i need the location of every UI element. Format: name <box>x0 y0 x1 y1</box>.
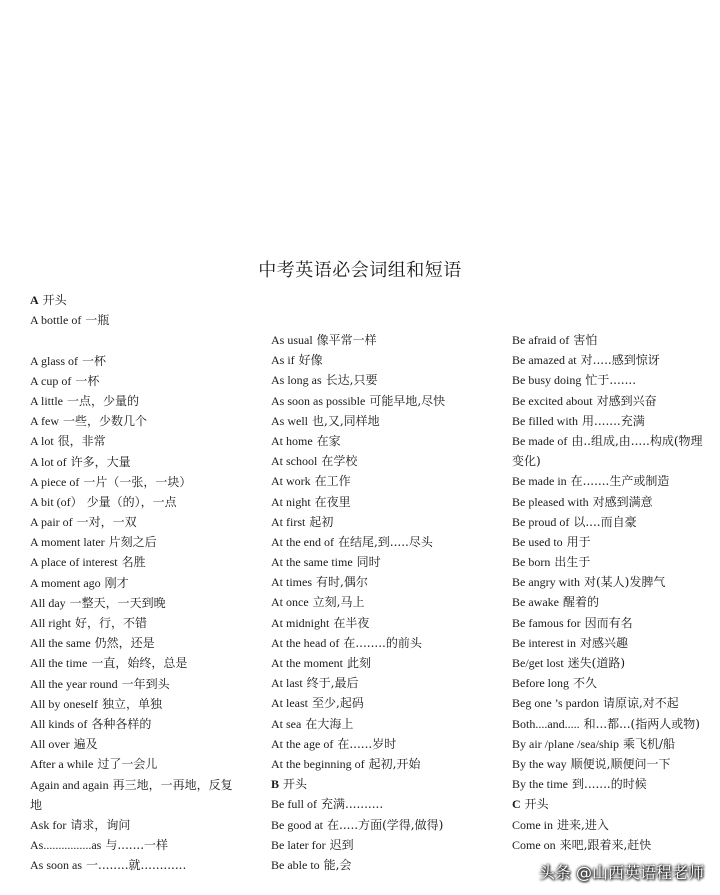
phrase-row <box>271 754 486 774</box>
phrase-chinese: 在.......生产或制造 <box>570 474 670 489</box>
phrase-english: Be amazed at <box>512 353 577 368</box>
phrase-row <box>271 471 486 491</box>
phrase-english: All day <box>30 595 66 610</box>
phrase-chinese: 用.......充满 <box>582 413 645 428</box>
phrase-chinese: 害怕 <box>573 333 598 347</box>
phrase-chinese: 再三地，一再地，反复地 <box>30 777 233 812</box>
phrase-row <box>512 693 712 713</box>
phrase-chinese: 一直，始终，总是 <box>91 656 188 671</box>
phrase-chinese: 在结尾,到.....尽头 <box>337 534 433 549</box>
phrase-english: A lot of <box>30 454 67 469</box>
phrase-english: By air /plane /sea/ship <box>512 736 619 751</box>
watermark: 头条 @山西英语程老师 <box>538 863 704 882</box>
phrase-row <box>271 411 486 431</box>
phrase-row <box>30 674 235 694</box>
phrase-english: At the head of <box>271 635 340 650</box>
phrase-chinese: 请原谅,对不起 <box>602 696 679 711</box>
phrase-row <box>30 694 235 714</box>
phrase-chinese: 也,又,同样地 <box>312 413 380 428</box>
phrase-chinese: 独立，单独 <box>102 696 163 711</box>
phrase-chinese: 迷失(道路) <box>567 656 626 671</box>
phrase-row <box>512 734 712 754</box>
phrase-chinese: 醒着的 <box>562 595 599 610</box>
phrase-english: At sea <box>271 716 302 731</box>
phrase-english: As soon as <box>30 858 83 873</box>
phrase-english: Be pleased with <box>512 494 589 509</box>
phrase-row <box>271 330 486 350</box>
phrase-english: Be excited about <box>512 393 593 408</box>
phrase-english: As................as <box>30 838 102 853</box>
phrase-english: Be made in <box>512 474 567 489</box>
phrase-english: At times <box>271 575 312 590</box>
phrase-chinese: 刚才 <box>104 575 129 590</box>
phrase-chinese: 在夜里 <box>314 494 351 509</box>
phrase-row <box>271 693 486 713</box>
phrase-chinese: 对感到兴奋 <box>596 393 657 408</box>
phrase-row <box>30 330 235 350</box>
phrase-row <box>271 350 486 370</box>
phrase-row <box>512 411 712 431</box>
phrase-row <box>512 673 712 693</box>
phrase-chinese: 很，非常 <box>57 434 106 449</box>
phrase-english: Be made of <box>512 433 568 448</box>
phrase-chinese: 对感兴趣 <box>579 635 628 650</box>
phrase-english: Be full of <box>271 797 317 812</box>
phrase-english: At school <box>271 454 318 469</box>
phrase-english: By the way <box>512 756 567 771</box>
section-heading <box>271 774 486 794</box>
phrase-english: Both....and..... <box>512 716 580 731</box>
phrase-english: A place of interest <box>30 555 118 570</box>
phrase-chinese: 至少,起码 <box>312 696 364 711</box>
phrase-row <box>512 552 712 572</box>
phrase-row <box>30 310 235 330</box>
phrase-row <box>30 653 235 673</box>
phrase-english: A little <box>30 393 63 408</box>
phrase-chinese: 顺便说,顺便问一下 <box>570 756 671 771</box>
phrase-chinese: 到.......的时候 <box>572 777 647 792</box>
phrase-chinese: 一杯 <box>75 373 100 388</box>
phrase-chinese: 用于 <box>566 534 591 549</box>
phrase-chinese: 一些，少数几个 <box>63 414 148 429</box>
phrase-english: At midnight <box>271 615 330 630</box>
phrase-english: All kinds of <box>30 716 88 731</box>
phrase-english: Beg one ’s pardon <box>512 696 599 711</box>
phrase-english: Be able to <box>271 857 320 872</box>
phrase-row <box>512 330 712 350</box>
phrase-chinese: 出生于 <box>554 555 591 570</box>
phrase-chinese: 由..组成,由.....构成(物理变化) <box>512 433 703 469</box>
phrase-english: At the moment <box>271 656 343 670</box>
phrase-chinese: 一杯 <box>82 353 107 368</box>
phrase-english: At night <box>271 494 311 509</box>
phrase-chinese: 来吧,跟着来,赶快 <box>559 837 652 852</box>
phrase-row <box>512 512 712 532</box>
phrase-row <box>512 492 712 512</box>
phrase-chinese: 在.....方面(学得,做得) <box>327 817 444 832</box>
section-heading <box>30 290 235 310</box>
phrase-english: Be afraid of <box>512 333 570 347</box>
phrase-english: Come on <box>512 837 556 852</box>
phrase-row <box>271 592 486 612</box>
phrase-row <box>271 794 486 814</box>
phrase-english: Be awake <box>512 595 559 610</box>
phrase-english: After a while <box>30 757 94 772</box>
phrase-english: Come in <box>512 817 553 832</box>
phrase-row <box>512 370 712 390</box>
phrase-english: A piece of <box>30 474 80 489</box>
phrase-row <box>271 653 486 673</box>
phrase-english: Be used to <box>512 534 563 549</box>
phrase-row <box>271 633 486 653</box>
phrase-chinese: 开头 <box>283 777 308 792</box>
phrase-chinese: 进来,进入 <box>557 817 609 832</box>
phrase-chinese: 以....而自豪 <box>573 514 637 529</box>
phrase-chinese: 一年到头 <box>121 676 170 691</box>
phrase-row <box>30 593 235 613</box>
phrase-english: Be filled with <box>512 413 578 428</box>
phrase-english: At the beginning of <box>271 756 365 771</box>
phrase-english: Ask for <box>30 817 67 832</box>
phrase-row <box>512 774 712 794</box>
phrase-english: At once <box>271 595 309 610</box>
phrase-column-3 <box>512 330 712 855</box>
phrase-english: As soon as possible <box>271 393 366 408</box>
phrase-row <box>512 714 712 734</box>
phrase-english: Be later for <box>271 837 326 852</box>
phrase-row <box>512 754 712 774</box>
phrase-chinese: 能,会 <box>323 857 352 872</box>
phrase-chinese: 好，行，不错 <box>75 616 148 630</box>
phrase-column-1 <box>30 290 235 875</box>
phrase-chinese: 在........的前头 <box>343 635 422 650</box>
phrase-english: At last <box>271 676 303 691</box>
phrase-english: At first <box>271 514 306 529</box>
phrase-row <box>512 653 712 673</box>
phrase-chinese: 请求，询问 <box>70 817 131 832</box>
phrase-english: At least <box>271 696 308 711</box>
phrase-chinese: 对(某人)发脾气 <box>584 575 666 590</box>
phrase-english: At the age of <box>271 736 334 751</box>
phrase-row <box>30 573 235 593</box>
phrase-row <box>30 855 235 875</box>
phrase-chinese: 对.....感到惊讶 <box>580 353 660 368</box>
phrase-row <box>271 855 486 875</box>
phrase-row <box>30 613 235 633</box>
phrase-chinese: 在......岁时 <box>337 736 397 751</box>
phrase-row <box>30 391 235 411</box>
phrase-chinese: 此刻 <box>347 656 372 670</box>
phrase-chinese: 对感到满意 <box>592 494 653 509</box>
phrase-chinese: 乘飞机/船 <box>622 736 676 751</box>
phrase-row <box>30 351 235 371</box>
phrase-english: By the time <box>512 777 568 792</box>
phrase-chinese: 长达,只要 <box>325 373 378 388</box>
phrase-column-2 <box>271 330 486 875</box>
phrase-row <box>271 734 486 754</box>
phrase-english: Be born <box>512 555 551 570</box>
phrase-english: As if <box>271 353 295 368</box>
phrase-chinese: 片刻之后 <box>108 535 157 550</box>
phrase-english: At the end of <box>271 534 334 549</box>
phrase-english: A glass of <box>30 353 78 368</box>
phrase-chinese: 和...都...(指两人或物) <box>583 716 700 731</box>
phrase-chinese: 仍然，还是 <box>94 636 155 651</box>
phrase-chinese: 不久 <box>572 676 597 691</box>
phrase-english: As usual <box>271 333 313 347</box>
phrase-row <box>512 633 712 653</box>
phrase-english: Before long <box>512 676 569 691</box>
phrase-row <box>30 775 235 815</box>
phrase-chinese: 开头 <box>42 293 67 307</box>
phrase-chinese: 在工作 <box>314 474 351 489</box>
phrase-chinese: 立刻,马上 <box>312 595 365 610</box>
phrase-row <box>271 572 486 592</box>
phrase-english: At home <box>271 433 313 448</box>
phrase-english: Again and again <box>30 777 109 792</box>
phrase-chinese: 同时 <box>356 555 381 570</box>
phrase-english: As long as <box>271 373 322 388</box>
section-heading <box>512 794 712 814</box>
phrase-english: B <box>271 777 280 792</box>
phrase-row <box>271 391 486 411</box>
phrase-row <box>512 572 712 592</box>
phrase-chinese: 在家 <box>316 433 341 448</box>
phrase-row <box>30 512 235 532</box>
phrase-chinese: 可能早地,尽快 <box>369 393 446 408</box>
phrase-row <box>512 431 712 471</box>
phrase-row <box>271 512 486 532</box>
phrase-english: Be/get lost <box>512 656 564 671</box>
phrase-chinese: 好像 <box>298 353 323 368</box>
phrase-english: C <box>512 797 521 812</box>
phrase-english: A moment ago <box>30 575 101 590</box>
phrase-english: A few <box>30 414 59 429</box>
phrase-row <box>30 411 235 431</box>
phrase-chinese: 许多，大量 <box>70 454 131 469</box>
phrase-chinese: 一瓶 <box>85 313 110 328</box>
phrase-row <box>271 431 486 451</box>
phrase-row <box>30 492 235 512</box>
phrase-chinese: 起初,开始 <box>368 756 421 771</box>
phrase-english: All over <box>30 737 70 752</box>
phrase-row <box>271 613 486 633</box>
phrase-row <box>30 552 235 572</box>
phrase-english: As well <box>271 413 308 428</box>
phrase-chinese: 因而有名 <box>584 615 633 630</box>
phrase-chinese: 迟到 <box>329 837 354 852</box>
phrase-english: A moment later <box>30 535 105 550</box>
phrase-row <box>30 835 235 855</box>
phrase-row <box>512 391 712 411</box>
phrase-row <box>512 350 712 370</box>
phrase-english: Be famous for <box>512 615 581 630</box>
phrase-english: Be good at <box>271 817 323 832</box>
phrase-row <box>30 633 235 653</box>
phrase-chinese: 过了一会儿 <box>97 757 158 772</box>
phrase-chinese: 有时,偶尔 <box>316 575 368 590</box>
phrase-english: At work <box>271 474 311 489</box>
phrase-english: All the same <box>30 636 91 651</box>
phrase-chinese: 遍及 <box>73 737 98 752</box>
phrase-english: Be angry with <box>512 575 580 590</box>
phrase-row <box>271 835 486 855</box>
phrase-english: A lot <box>30 434 54 449</box>
phrase-chinese: 一........就............ <box>86 858 187 873</box>
phrase-row <box>512 471 712 491</box>
phrase-english: All right <box>30 616 71 630</box>
phrase-chinese: 像平常一样 <box>316 333 377 347</box>
phrase-english: Be proud of <box>512 514 570 529</box>
phrase-chinese: 一整天，一天到晚 <box>69 595 166 610</box>
phrase-row <box>512 613 712 633</box>
page-title: 中考英语必会词组和短语 <box>258 260 462 281</box>
phrase-chinese: 充满.......... <box>321 797 384 812</box>
phrase-english: Be interest in <box>512 635 576 650</box>
phrase-row <box>30 734 235 754</box>
phrase-english: A cup of <box>30 373 72 388</box>
phrase-row <box>271 552 486 572</box>
phrase-chinese: 在半夜 <box>333 615 370 630</box>
phrase-chinese: 少量（的），一点 <box>86 494 177 509</box>
phrase-row <box>271 714 486 734</box>
phrase-english: Be busy doing <box>512 373 582 388</box>
phrase-row <box>30 815 235 835</box>
phrase-row <box>30 472 235 492</box>
phrase-english: A bottle of <box>30 313 82 328</box>
phrase-row <box>30 714 235 734</box>
phrase-english: All by oneself <box>30 696 98 711</box>
phrase-row <box>512 815 712 835</box>
phrase-english: All the year round <box>30 676 118 691</box>
phrase-row <box>30 754 235 774</box>
phrase-row <box>30 371 235 391</box>
phrase-english: At the same time <box>271 555 353 570</box>
phrase-english: All the time <box>30 656 88 671</box>
phrase-row <box>271 673 486 693</box>
phrase-chinese: 在大海上 <box>305 716 354 731</box>
phrase-row <box>271 815 486 835</box>
phrase-english: A bit (of） <box>30 494 83 509</box>
phrase-row <box>512 835 712 855</box>
phrase-chinese: 名胜 <box>121 555 146 570</box>
phrase-row <box>512 592 712 612</box>
phrase-row <box>30 431 235 451</box>
phrase-row <box>30 532 235 552</box>
phrase-row <box>30 452 235 472</box>
phrase-chinese: 一片（一张，一块） <box>83 474 192 489</box>
phrase-english: A <box>30 293 39 307</box>
phrase-chinese: 各种各样的 <box>91 716 152 731</box>
phrase-chinese: 开头 <box>524 797 549 812</box>
phrase-chinese: 一点，少量的 <box>67 393 140 408</box>
phrase-english: A pair of <box>30 515 73 530</box>
phrase-chinese: 起初 <box>309 514 334 529</box>
phrase-chinese: 终于,最后 <box>306 676 359 691</box>
phrase-chinese: 与.......一样 <box>105 838 169 853</box>
phrase-row <box>271 492 486 512</box>
phrase-row <box>271 532 486 552</box>
phrase-row <box>512 532 712 552</box>
phrase-chinese: 在学校 <box>321 454 358 469</box>
phrase-chinese: 一对，一双 <box>76 515 137 530</box>
phrase-row <box>271 370 486 390</box>
phrase-row <box>271 451 486 471</box>
phrase-chinese: 忙于....... <box>585 373 637 388</box>
